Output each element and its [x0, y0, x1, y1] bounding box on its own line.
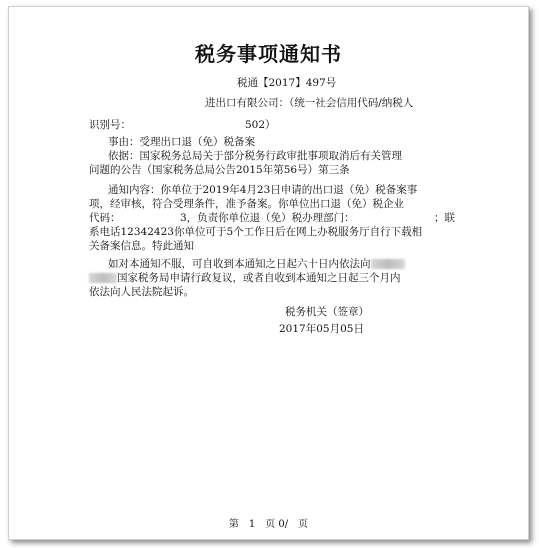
- appeal-line-1: 如对本通知不服，可自收到本通知之日起六十日内依法向: [108, 257, 405, 271]
- issuer-seal-label: 税务机关（签章）: [285, 306, 369, 318]
- notice-page: [8, 6, 529, 540]
- enterprise-code-label: 代码：: [89, 212, 121, 224]
- redacted-region: [89, 273, 117, 283]
- basis-line-1: 依据：国家税务总局关于部分税务行政审批事项取消后有关管理: [108, 150, 402, 162]
- basis-line-2: 问题的公告（国家税务总局公告2015年第56号）第三条: [89, 164, 350, 176]
- content-line-1: 通知内容：你单位于2019年4月23日申请的出口退（免）税备案事: [108, 184, 418, 196]
- contact-prefix: ；联: [434, 212, 455, 224]
- content-line-2: 项，经审核，符合受理条件，准予备案。你单位出口退（免）税企业: [89, 198, 404, 210]
- document-number: 税通【2017】497号: [237, 77, 337, 89]
- redacted-region: [371, 259, 405, 269]
- page-title: 税务事项通知书: [195, 42, 342, 66]
- addressee-line: 进出口有限公司：（统一社会信用代码/纳税人: [205, 97, 414, 109]
- taxpayer-id-label: 识别号：: [89, 119, 131, 131]
- content-line-4: 系电话12342423你单位可于5个工作日后在网上办税服务厅自行下载相: [89, 226, 423, 238]
- appeal-line-3: 依法向人民法院起诉。: [89, 286, 194, 298]
- page-footer: 第 1 页 0/ 页: [228, 519, 309, 530]
- content-line-5: 关备案信息。特此通知: [89, 240, 194, 252]
- subject-line: 事由：受理出口退（免）税备案: [108, 136, 255, 148]
- appeal-line-2: 国家税务局申请行政复议，或者自收到本通知之日起三个月内: [89, 271, 401, 285]
- department-line: 3，负责你单位退（免）税办理部门：: [180, 212, 355, 224]
- issue-date: 2017年05月05日: [279, 323, 364, 335]
- taxpayer-id-tail: 502）: [245, 119, 276, 131]
